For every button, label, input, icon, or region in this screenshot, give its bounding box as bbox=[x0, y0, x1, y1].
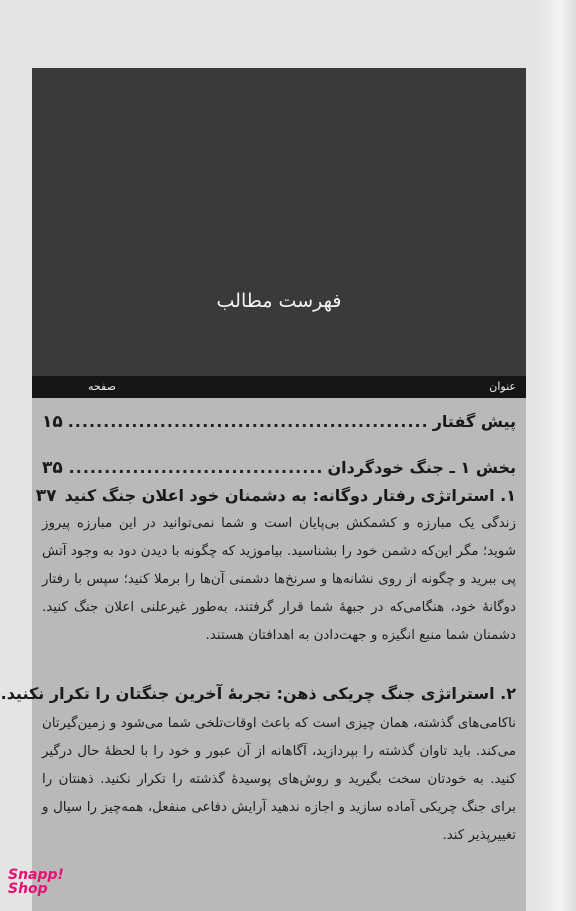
brand-line-2: Shop bbox=[8, 881, 48, 897]
entry-page: ۳۵ bbox=[42, 458, 63, 478]
entry-page bbox=[0, 684, 1, 704]
brand-line-1: Snapp! bbox=[8, 867, 64, 883]
entry-title: ۲. استراتژی جنگ چریکی ذهن: تجربهٔ آخرین جنگتان را تکرار نکنید. bbox=[0, 684, 516, 703]
entry-title: بخش ۱ ـ جنگ خودگردان bbox=[327, 458, 516, 477]
column-title-label: عنوان bbox=[489, 380, 516, 393]
strategy1-summary: زندگی یک مبارزه و کشمکش بی‌پایان است و شما نمی‌توانید در این مبارزه پیروز شوید؛ مگر این‌که دشمن خود را بشناسید. بیاموزید که چگونه با دیدن دود به وجود آتش پی ببرید و چگونه از روی نشانه‌ها و سرنخ‌ها دشمنی آن‌ها را برملا کنید؛ سپس با رفتار دوگانهٔ خود، هنگامی‌که در جبههٔ شما قرار گرفتند، به‌طور غیرعلنی اعلان جنگ کنید. دشمنان شما منبع انگیزه و جهت‌دادن به اهدافتان هستند. bbox=[42, 516, 516, 643]
column-page-label: صفحه bbox=[88, 380, 116, 393]
entry-title: پیش گفتار bbox=[432, 412, 516, 431]
column-header-bar bbox=[32, 376, 526, 398]
toc-entry-strategy1 bbox=[35, 486, 516, 506]
dot-leader bbox=[67, 458, 324, 477]
entry-page: ۳۷ bbox=[35, 486, 57, 506]
chapter-header bbox=[32, 68, 526, 376]
toc-entry-part1 bbox=[42, 458, 516, 478]
toc-entry-preface bbox=[42, 412, 516, 432]
entry-title: ۱. استراتژی رفتار دوگانه: به دشمنان خود اعلان جنگ کنید bbox=[64, 486, 516, 505]
toc-entry-strategy2 bbox=[0, 684, 516, 704]
toc-title: فهرست مطالب bbox=[216, 290, 342, 312]
strategy2-summary: ناکامی‌های گذشته، همان چیزی است که باعث اوقات‌تلخی شما می‌شود و زمین‌گیرتان می‌کند. باید تاوان گذشته را بپردازید، آگاهانه از آن عبور و خود را با لحظهٔ حال درگیر کنید. به خودتان سخت بگیرید و روش‌های پوسیدهٔ گذشته را تکرار نکنید. ذهنتان را برای جنگ چریکی آماده سازید و اجازه ندهید آرایش دفاعی منفعل، همه‌چیز را سیال و تغییرپذیر کند. bbox=[42, 716, 516, 843]
snapp-shop-logo bbox=[8, 868, 64, 896]
page-edge bbox=[538, 0, 576, 911]
entry-page: ۱۵ bbox=[42, 412, 63, 432]
dot-leader bbox=[67, 412, 429, 431]
